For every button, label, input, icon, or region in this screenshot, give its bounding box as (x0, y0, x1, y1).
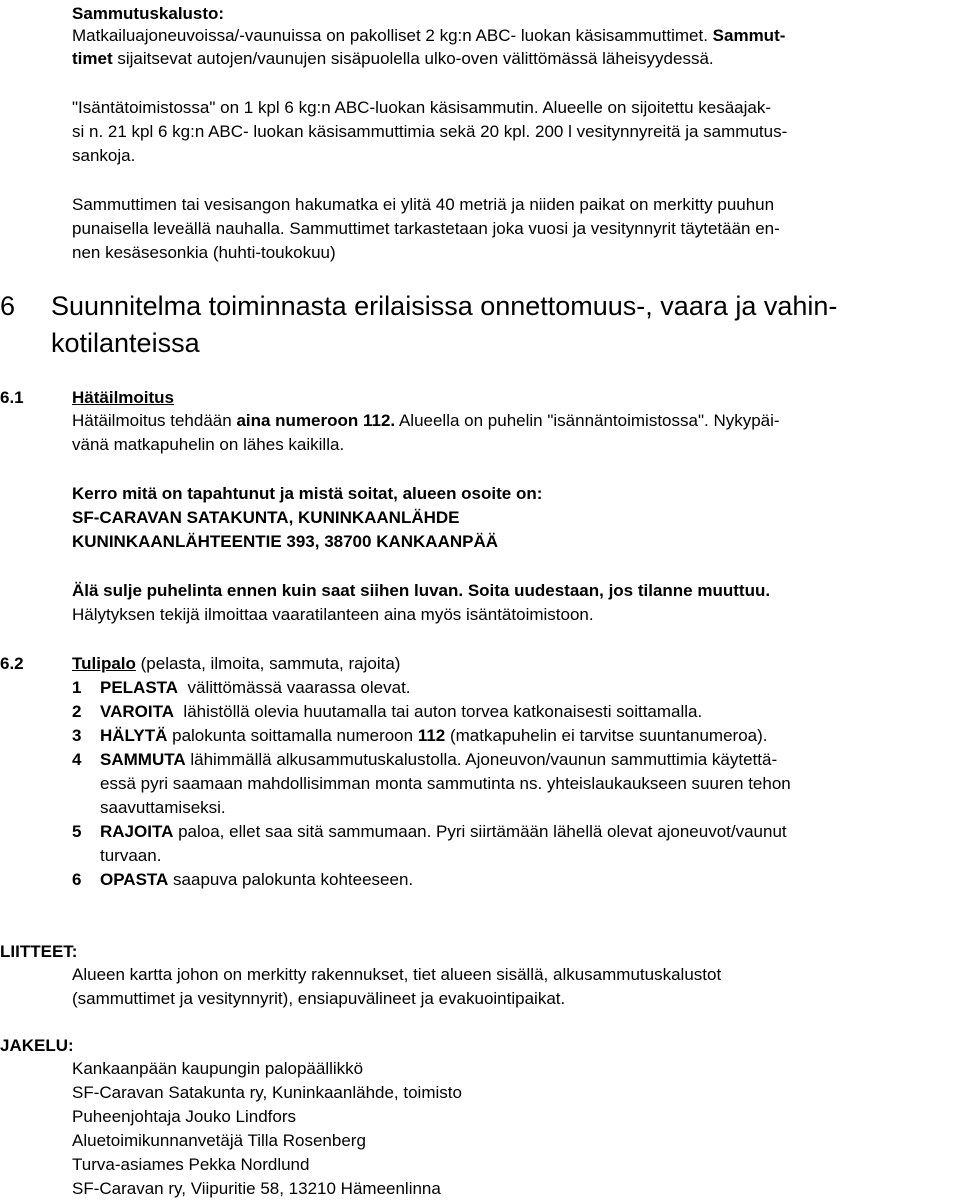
equipment-paragraph-line: nen kesäsesonkia (huhti-toukokuu) (72, 243, 336, 262)
address-line: SF-CARAVAN SATAKUNTA, KUNINKAANLÄHDE (72, 508, 460, 527)
list-item-continuation: saavuttamiseksi. (100, 798, 226, 817)
list-item-continuation: turvaan. (100, 846, 162, 865)
equipment-paragraph-line: sankoja. (72, 146, 136, 165)
equipment-paragraph-line: timet sijaitsevat autojen/vaunujen sisäpuolella ulko-oven välittömässä läheisyydessä. (72, 49, 714, 68)
distribution-item: SF-Caravan Satakunta ry, Kuninkaanlähde, toimisto (72, 1083, 462, 1102)
attachments-line: (sammuttimet ja vesitynnyrit), ensiapuvälineet ja evakuointipaikat. (72, 989, 566, 1008)
section-title: Suunnitelma toiminnasta erilaisissa onnettomuus-, vaara ja vahin- (51, 291, 838, 321)
paragraph-line: vänä matkapuhelin on lähes kaikilla. (72, 435, 345, 454)
list-item: 5 RAJOITA paloa, ellet saa sitä sammumaan. Pyri siirtämään lähellä olevat ajoneuvot/vaunut (72, 822, 787, 841)
list-item: 4 SAMMUTA lähimmällä alkusammutuskalustolla. Ajoneuvon/vaunun sammuttimia käytettä- (72, 750, 778, 769)
subsection-heading: Tulipalo (72, 654, 136, 673)
list-item: 3 HÄLYTÄ palokunta soittamalla numeroon 112 (matkapuhelin ei tarvitse suuntanumeroa). (72, 726, 768, 745)
equipment-paragraph-line: Matkailuajoneuvoissa/-vaunuissa on pakolliset 2 kg:n ABC- luokan käsisammuttimet. Sammut- (72, 26, 786, 45)
subsection-heading: Hätäilmoitus (72, 388, 175, 407)
distribution-item: SF-Caravan ry, Viipuritie 58, 13210 Hämeenlinna (72, 1179, 441, 1198)
list-item: 1 PELASTA välittömässä vaarassa olevat. (72, 678, 411, 697)
address-intro: Kerro mitä on tapahtunut ja mistä soitat, alueen osoite on: (72, 484, 543, 503)
subsection-heading-line: Tulipalo (pelasta, ilmoita, sammuta, rajoita) (72, 654, 401, 673)
subsection-number: 6.2 (0, 654, 24, 673)
warning-line: Älä sulje puhelinta ennen kuin saat siihen luvan. Soita uudestaan, jos tilanne muuttuu. (72, 581, 771, 600)
subsection-number: 6.1 (0, 388, 24, 407)
distribution-item: Aluetoimikunnanvetäjä Tilla Rosenberg (72, 1131, 366, 1150)
distribution-item: Puheenjohtaja Jouko Lindfors (72, 1107, 296, 1126)
section-title: kotilanteissa (51, 328, 200, 358)
equipment-paragraph-line: si n. 21 kpl 6 kg:n ABC- luokan käsisammuttimia sekä 20 kpl. 200 l vesitynnyreitä ja sammutus- (72, 122, 788, 141)
note-line: Hälytyksen tekijä ilmoittaa vaaratilanteen aina myös isäntätoimistoon. (72, 605, 594, 624)
equipment-paragraph-line: Sammuttimen tai vesisangon hakumatka ei ylitä 40 metriä ja niiden paikat on merkitty puuhun (72, 195, 775, 214)
equipment-heading: Sammutuskalusto: (72, 4, 225, 23)
paragraph-line: Hätäilmoitus tehdään aina numeroon 112. Alueella on puhelin "isännäntoimistossa". Nykypäi- (72, 411, 780, 430)
equipment-paragraph-line: punaisella leveällä nauhalla. Sammuttimet tarkastetaan joka vuosi ja vesitynnyrit täytetään en- (72, 219, 780, 238)
list-item: 2 VAROITA lähistöllä olevia huutamalla tai auton torvea katkonaisesti soittamalla. (72, 702, 703, 721)
attachments-line: Alueen kartta johon on merkitty rakennukset, tiet alueen sisällä, alkusammutuskalustot (72, 965, 722, 984)
list-item: 6 OPASTA saapuva palokunta kohteeseen. (72, 870, 414, 889)
list-item-continuation: essä pyri saamaan mahdollisimman monta sammutinta ns. yhteislaukaukseen suuren tehon (100, 774, 791, 793)
address-line: KUNINKAANLÄHTEENTIE 393, 38700 KANKAANPÄÄ (72, 532, 499, 551)
equipment-paragraph-line: "Isäntätoimistossa" on 1 kpl 6 kg:n ABC-luokan käsisammutin. Alueelle on sijoitettu kesäajak- (72, 98, 772, 117)
attachments-heading: LIITTEET: (0, 942, 78, 961)
section-number: 6 (0, 291, 16, 321)
distribution-heading: JAKELU: (0, 1036, 74, 1055)
distribution-item: Kankaanpään kaupungin palopäällikkö (72, 1059, 364, 1078)
distribution-item: Turva-asiames Pekka Nordlund (72, 1155, 310, 1174)
